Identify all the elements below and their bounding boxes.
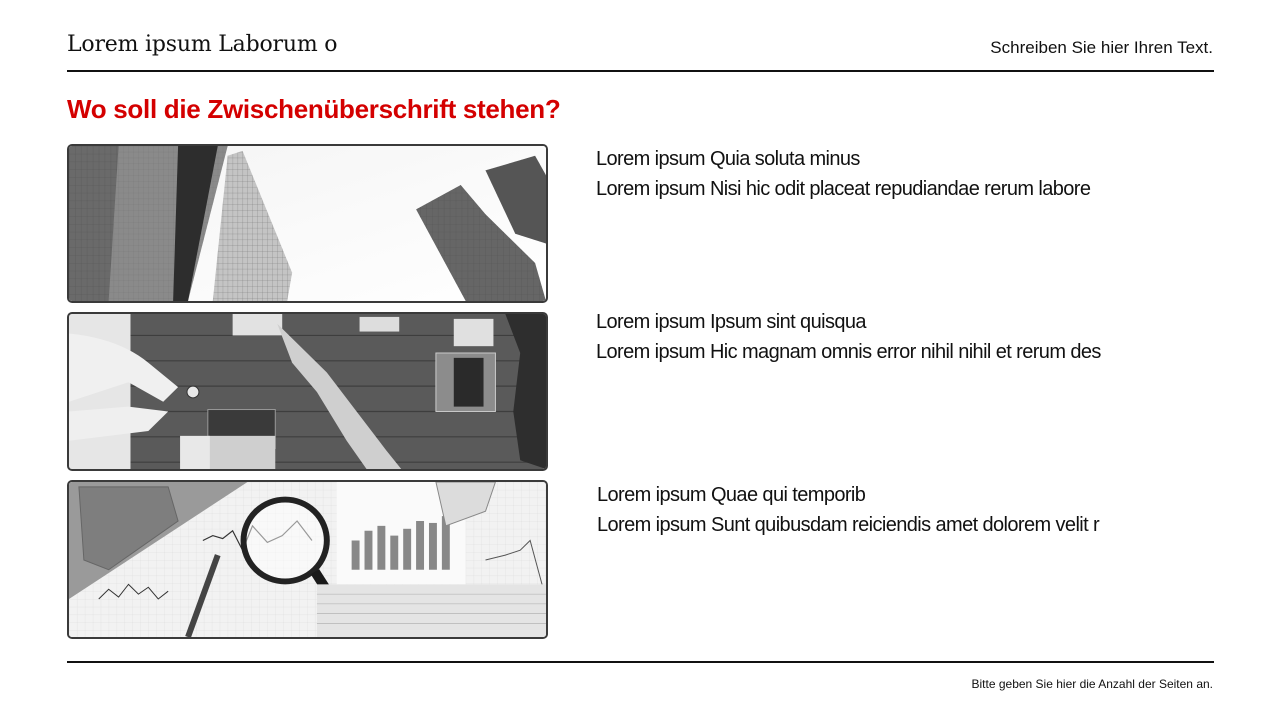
finance-image — [67, 480, 548, 639]
item-3-description: Lorem ipsum Sunt quibusdam reiciendis amet dolorem velit r — [597, 514, 1100, 536]
meeting-photo-icon — [69, 314, 546, 469]
header-title: Lorem ipsum Laborum o — [67, 32, 338, 57]
footer-page-count-text: Bitte geben Sie hier die Anzahl der Seiten an. — [971, 677, 1213, 691]
item-2-title: Lorem ipsum Ipsum sint quisqua — [596, 311, 866, 333]
item-2-text — [596, 307, 1101, 367]
item-1-text — [596, 144, 1090, 204]
skyscrapers-photo-icon — [69, 146, 546, 301]
bottom-divider — [67, 661, 1214, 663]
item-2-description: Lorem ipsum Hic magnam omnis error nihil nihil et rerum des — [596, 341, 1101, 363]
item-3-text — [597, 480, 1099, 540]
finance-photo-icon — [69, 482, 546, 637]
header-right-text: Schreiben Sie hier Ihren Text. — [990, 38, 1213, 57]
skyscrapers-image — [67, 144, 548, 303]
meeting-image — [67, 312, 548, 471]
top-divider — [67, 70, 1214, 72]
subheading: Wo soll die Zwischenüberschrift stehen? — [67, 94, 561, 124]
item-3-title: Lorem ipsum Quae qui temporib — [597, 484, 866, 506]
item-1-title: Lorem ipsum Quia soluta minus — [596, 148, 860, 170]
item-1-description: Lorem ipsum Nisi hic odit placeat repudiandae rerum labore — [596, 178, 1091, 200]
